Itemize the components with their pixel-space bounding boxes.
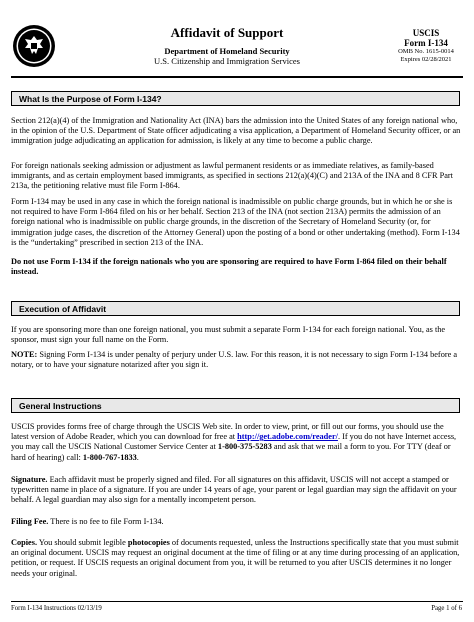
section-heading-text: What Is the Purpose of Form I-134? xyxy=(19,94,162,104)
section-heading-execution xyxy=(11,301,460,316)
department-name: Department of Homeland Security xyxy=(164,46,290,56)
header-divider xyxy=(11,76,463,78)
note-label: NOTE: xyxy=(11,350,38,359)
dhs-seal-icon xyxy=(12,24,56,68)
execution-note xyxy=(11,350,463,370)
purpose-paragraph-1: Section 212(a)(4) of the Immigration and Nationality Act (INA) bars the admission into the United States of any foreign national who, in the opinion of the U.S. Department of State officer adjudicating a visa application, a Department of Homeland Security officer, or an immigration judge adjudicating an application for admission, is likely at any time to become a public charge. xyxy=(11,116,461,146)
tty-phone: 1-800-767-1833 xyxy=(82,452,137,462)
footer-page-number: Page 1 of 6 xyxy=(431,605,462,612)
signature-label: Signature. xyxy=(11,475,48,484)
omb-number: OMB No. 1615-0014 xyxy=(398,48,454,55)
section-heading-text: Execution of Affidavit xyxy=(19,304,107,314)
copies-label: Copies. xyxy=(11,538,38,547)
filing-fee-label: Filing Fee. xyxy=(11,517,49,526)
filing-fee-paragraph: Filing Fee. There is no fee to file Form I-134. xyxy=(11,517,164,526)
general-paragraph-1: USCIS provides forms free of charge through the USCIS Web site. In order to view, print, or fill out our forms, you should use the latest version of Adobe Reader, which you can download for free at http://get.adobe.com/reader/. If you do not have Internet access, you may call the USCIS National Customer Service Center at 1-800-375-5283 and ask that we mail a form to you. For TTY (deaf or hard of hearing) call: 1-800-767-1833. xyxy=(11,422,457,462)
purpose-paragraph-4 xyxy=(11,257,463,277)
adobe-reader-link[interactable]: http://get.adobe.com/reader/ xyxy=(237,432,338,442)
header-form-info xyxy=(385,28,467,64)
section-heading-general xyxy=(11,398,460,413)
note-text: Signing Form I-134 is under penalty of perjury under U.S. law. For this reason, it is not necessary to sign Form I-134 before a notary, or to have your signature notarized after you sign it. xyxy=(11,350,458,370)
footer-form-revision: Form I-134 Instructions 02/13/19 xyxy=(11,605,102,612)
header-center xyxy=(92,25,362,66)
document-title: Affidavit of Support xyxy=(170,25,284,40)
customer-service-phone: 1-800-375-5283 xyxy=(217,442,272,452)
agency-short: USCIS xyxy=(412,28,440,38)
agency-name: U.S. Citizenship and Immigration Services xyxy=(154,56,300,66)
execution-paragraph-1: If you are sponsoring more than one foreign national, you must submit a separate Form I-134 for each foreign national. You, as the sponsor, must sign your full name on the Form. xyxy=(11,325,446,345)
purpose-paragraph-2: For foreign nationals seeking admission or adjustment as lawful permanent residents or as immediate relatives, as family-based immigrants, and as certain employment based immigrants, as specified in sections 212(a)(4)(C) and 213A of the INA and 8 CFR Part 213a, the petitioning relative must file Form I-864. xyxy=(11,161,453,191)
expiration-date: Expires 02/28/2021 xyxy=(400,56,452,63)
footer-divider xyxy=(11,601,463,602)
purpose-paragraph-3: Form I-134 may be used in any case in which the foreign national is inadmissible on public charge grounds, but in which he or she is not required to have Form I-864 filed on his or her behalf. Section 213 of the INA (not section 213A) permits the admission of an foreign national who is inadmissible on public charge grounds, in the discretion of the Secretary of Homeland Security (or, for immigration judge cases, the discretion of the Attorney General) upon the posting of a bond or other undertaking (method). Form I-134 is the “undertaking” prescribed in section 213 of the INA. xyxy=(11,197,460,247)
purpose-warning: Do not use Form I-134 if the foreign nationals who you are sponsoring are required to have Form I-864 filed on their behalf instead. xyxy=(11,257,447,277)
copies-paragraph: Copies. You should submit legible photocopies of documents requested, unless the Instructions specifically state that you must submit an original document. USCIS may request an original document at the time of filing or at any time during processing of an application, petition, or request. If USCIS requests an original document from you, it will be returned to you after USCIS determines it no longer needs your original. xyxy=(11,538,460,578)
section-heading-purpose xyxy=(11,91,460,106)
section-heading-text: General Instructions xyxy=(19,401,102,411)
form-number: Form I-134 xyxy=(404,38,448,48)
signature-paragraph: Signature. Each affidavit must be properly signed and filed. For all signatures on this affidavit, USCIS will not accept a stamped or typewritten name in place of a signature. If you are under 14 years of age, your parent or legal guardian may sign the affidavit on your behalf. A legal guardian may also sign for a mentally incompetent person. xyxy=(11,475,457,505)
